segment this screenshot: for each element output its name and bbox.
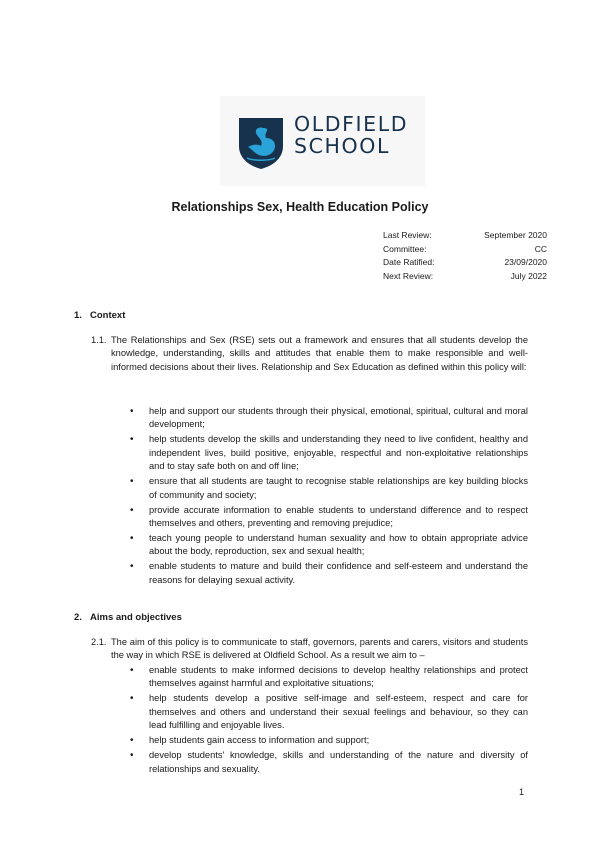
meta-row bbox=[383, 270, 547, 284]
paragraph-text: The Relationships and Sex (RSE) sets out a framework and ensures that all students develop the knowledge, understanding, skills and attitudes that enable them to make responsible and well-informed decisions about their lives. Relationship and Sex Education as defined within this policy will: bbox=[111, 335, 528, 372]
meta-row bbox=[383, 243, 547, 257]
document-title: Relationships Sex, Health Education Policy bbox=[171, 200, 429, 214]
section-number: 1. bbox=[74, 310, 82, 321]
list-item: • teach young people to understand human sexuality and how to obtain appropriate advice about the body, reproduction, sex and sexual health; bbox=[130, 532, 528, 559]
logo-line-2: SCHOOL bbox=[294, 134, 391, 158]
list-item: • help and support our students through their physical, emotional, spiritual, cultural and moral development; bbox=[130, 405, 528, 432]
meta-row bbox=[383, 229, 547, 243]
school-logo-text bbox=[294, 113, 408, 157]
meta-value: September 2020 bbox=[484, 230, 547, 240]
paragraph-number: 2.1. bbox=[91, 637, 107, 647]
meta-value: 23/09/2020 bbox=[504, 257, 547, 267]
meta-label: Date Ratified: bbox=[383, 257, 435, 267]
paragraph-1-1 bbox=[91, 334, 528, 374]
list-item: • enable students to make informed decisions to develop healthy relationships and protect themselves against harmful and exploitative situations; bbox=[130, 664, 528, 691]
context-bullet-list bbox=[130, 405, 528, 589]
logo-line-1: OLDFIELD bbox=[294, 112, 409, 136]
section-title: Aims and objectives bbox=[90, 612, 182, 623]
aims-bullet-list bbox=[130, 664, 528, 778]
section-title: Context bbox=[90, 310, 126, 321]
section-number: 2. bbox=[74, 612, 82, 623]
list-item: • help students develop a positive self-image and self-esteem, respect and care for themselves and others and understand their sexual feelings and behaviour, so they can lead fulfilling and enjoyable lives. bbox=[130, 692, 528, 732]
list-item: • provide accurate information to enable students to understand difference and to respect themselves and others, preventing and removing prejudice; bbox=[130, 504, 528, 531]
list-item: • develop students' knowledge, skills and understanding of the nature and diversity of relationships and sexuality. bbox=[130, 749, 528, 776]
meta-label: Last Review: bbox=[383, 230, 432, 240]
list-item: • ensure that all students are taught to recognise stable relationships are key building blocks of community and society; bbox=[130, 475, 528, 502]
list-item: • help students develop the skills and understanding they need to live confident, healthy and independent lives, build positive, enjoyable, respectful and non-exploitative relationships and to stay safe both on and off line; bbox=[130, 433, 528, 473]
page-number: 1 bbox=[519, 787, 525, 797]
meta-label: Committee: bbox=[383, 243, 427, 254]
paragraph-number: 1.1. bbox=[91, 335, 107, 345]
meta-value: CC bbox=[534, 243, 547, 254]
section-heading-context bbox=[74, 310, 125, 321]
review-details bbox=[383, 229, 547, 283]
list-item: • enable students to mature and build their confidence and self-esteem and understand the reasons for delaying sexual activity. bbox=[130, 560, 528, 587]
list-item: • help students gain access to information and support; bbox=[130, 734, 528, 747]
meta-row bbox=[383, 256, 547, 270]
meta-value: July 2022 bbox=[510, 270, 547, 281]
section-heading-aims bbox=[74, 612, 182, 623]
meta-label: Next Review: bbox=[383, 270, 434, 281]
paragraph-2-1 bbox=[91, 636, 528, 663]
paragraph-text: The aim of this policy is to communicate to staff, governors, parents and carers, visitors and students the way in which RSE is delivered at Oldfield School. As a result we aim to – bbox=[111, 637, 528, 661]
swan-shield-icon bbox=[237, 116, 285, 170]
